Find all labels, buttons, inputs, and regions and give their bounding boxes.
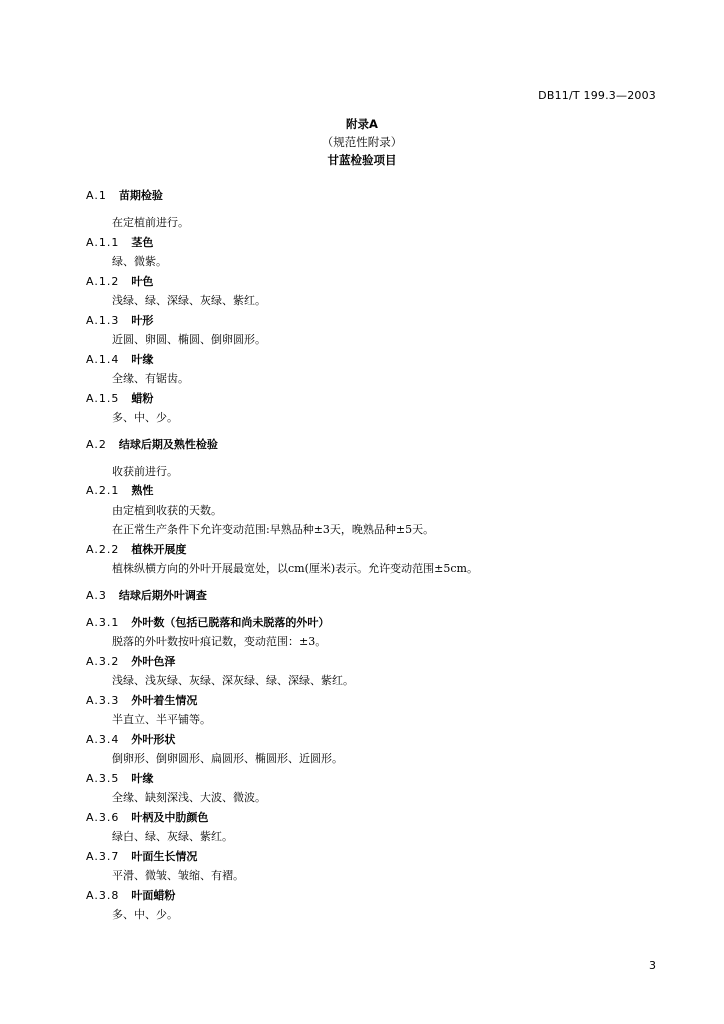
subsection-title: 熟性 <box>131 484 154 497</box>
subsection-paragraph: 植株纵横方向的外叶开展最宽处，以cm(厘米)表示。允许变动范围±5cm。 <box>112 562 478 575</box>
subsection-number: A.1.4 <box>86 352 120 366</box>
subsection-paragraph: 全缘、缺刻深浅、大波、微波。 <box>112 791 266 804</box>
subsection-paragraph: 多、中、少。 <box>112 908 178 921</box>
subsection-title: 叶色 <box>131 274 154 288</box>
subsection-paragraph: 近圆、卵圆、椭圆、倒卵圆形。 <box>112 333 266 346</box>
subsection-number: A.3.7 <box>86 849 120 863</box>
subsection-number: A.3.5 <box>86 771 120 785</box>
subsection-paragraph: 平滑、微皱、皱缩、有褶。 <box>112 869 244 882</box>
subsection-title: 外叶着生情况 <box>131 693 198 707</box>
section-number: A.3 <box>86 588 107 602</box>
subsection-title: 叶面生长情况 <box>131 849 198 863</box>
section-heading <box>86 586 666 606</box>
section-number: A.1 <box>86 189 107 202</box>
subsection-heading <box>86 808 666 828</box>
subsection-title: 植株开展度 <box>131 542 187 556</box>
document-body <box>86 186 666 925</box>
subsection-heading <box>86 311 666 331</box>
section-number: A.2 <box>86 437 107 451</box>
subsection-heading <box>86 886 666 906</box>
section-paragraph: 在定植前进行。 <box>112 216 189 229</box>
section-paragraph: 收获前进行。 <box>112 464 178 478</box>
subsection-paragraph: 倒卵形、倒卵圆形、扁圆形、椭圆形、近圆形。 <box>112 752 343 765</box>
subsection-paragraph: 全缘、有锯齿。 <box>112 372 189 385</box>
subsection-heading <box>86 389 666 409</box>
subsection-number: A.3.6 <box>86 810 120 824</box>
section-heading <box>86 186 666 206</box>
annex-label: 附录A <box>346 117 378 131</box>
subsection-title: 外叶数（包括已脱落和尚未脱落的外叶） <box>131 615 330 629</box>
section-gap <box>86 606 666 613</box>
document-number: DB11/T 199.3—2003 <box>538 89 656 102</box>
subsection-title: 外叶形状 <box>131 732 176 746</box>
section-title: 结球后期外叶调查 <box>118 588 207 602</box>
annex-title: 甘蓝检验项目 <box>327 153 397 167</box>
annex-titles <box>0 115 724 169</box>
subsection-title: 叶缘 <box>131 771 154 785</box>
subsection-heading <box>86 540 666 560</box>
subsection-paragraph: 半直立、半平铺等。 <box>112 713 211 726</box>
subsection-heading <box>86 481 666 501</box>
subsection-heading <box>86 847 666 867</box>
subsection-paragraph: 浅绿、绿、深绿、灰绿、紫红。 <box>112 294 266 307</box>
subsection-title: 茎色 <box>131 235 154 249</box>
subsection-heading <box>86 652 666 672</box>
subsection-title: 叶柄及中肋颜色 <box>131 810 209 824</box>
subsection-title: 叶形 <box>131 313 154 327</box>
subsection-paragraph: 由定植到收获的天数。 <box>112 503 222 517</box>
section-title: 结球后期及熟性检验 <box>118 437 218 451</box>
subsection-heading <box>86 233 666 253</box>
subsection-paragraph: 浅绿、浅灰绿、灰绿、深灰绿、绿、深绿、紫红。 <box>112 674 354 687</box>
subsection-number: A.1.3 <box>86 313 120 327</box>
subsection-title: 叶缘 <box>131 352 154 366</box>
section-gap <box>86 206 666 213</box>
subsection-heading <box>86 769 666 789</box>
section-gap <box>86 428 666 435</box>
subsection-title: 蜡粉 <box>131 391 154 405</box>
subsection-number: A.3.4 <box>86 732 120 746</box>
subsection-paragraph: 在正常生产条件下允许变动范围:早熟品种±3天，晚熟品种±5天。 <box>112 523 435 536</box>
section-heading <box>86 435 666 455</box>
subsection-title: 外叶色泽 <box>131 654 176 668</box>
subsection-number: A.1.5 <box>86 391 120 405</box>
subsection-number: A.3.1 <box>86 615 120 629</box>
section-title: 苗期检验 <box>118 189 163 202</box>
subsection-number: A.1.1 <box>86 235 120 249</box>
subsection-number: A.1.2 <box>86 274 120 288</box>
subsection-paragraph: 脱落的外叶数按叶痕记数，变动范围：±3。 <box>112 635 327 648</box>
subsection-number: A.3.8 <box>86 888 120 902</box>
annex-nature: （规范性附录） <box>321 135 403 149</box>
subsection-number: A.3.3 <box>86 693 120 707</box>
subsection-heading <box>86 730 666 750</box>
page-number: 3 <box>649 959 656 972</box>
subsection-heading <box>86 350 666 370</box>
section-gap <box>86 455 666 462</box>
subsection-paragraph: 多、中、少。 <box>112 411 178 424</box>
subsection-number: A.2.1 <box>86 484 120 497</box>
subsection-number: A.2.2 <box>86 542 120 556</box>
subsection-number: A.3.2 <box>86 654 120 668</box>
subsection-title: 叶面蜡粉 <box>131 888 176 902</box>
subsection-heading <box>86 613 666 633</box>
subsection-heading <box>86 272 666 292</box>
subsection-heading <box>86 691 666 711</box>
section-gap <box>86 579 666 586</box>
subsection-paragraph: 绿白、绿、灰绿、紫红。 <box>112 830 233 843</box>
subsection-paragraph: 绿、微紫。 <box>112 255 167 268</box>
